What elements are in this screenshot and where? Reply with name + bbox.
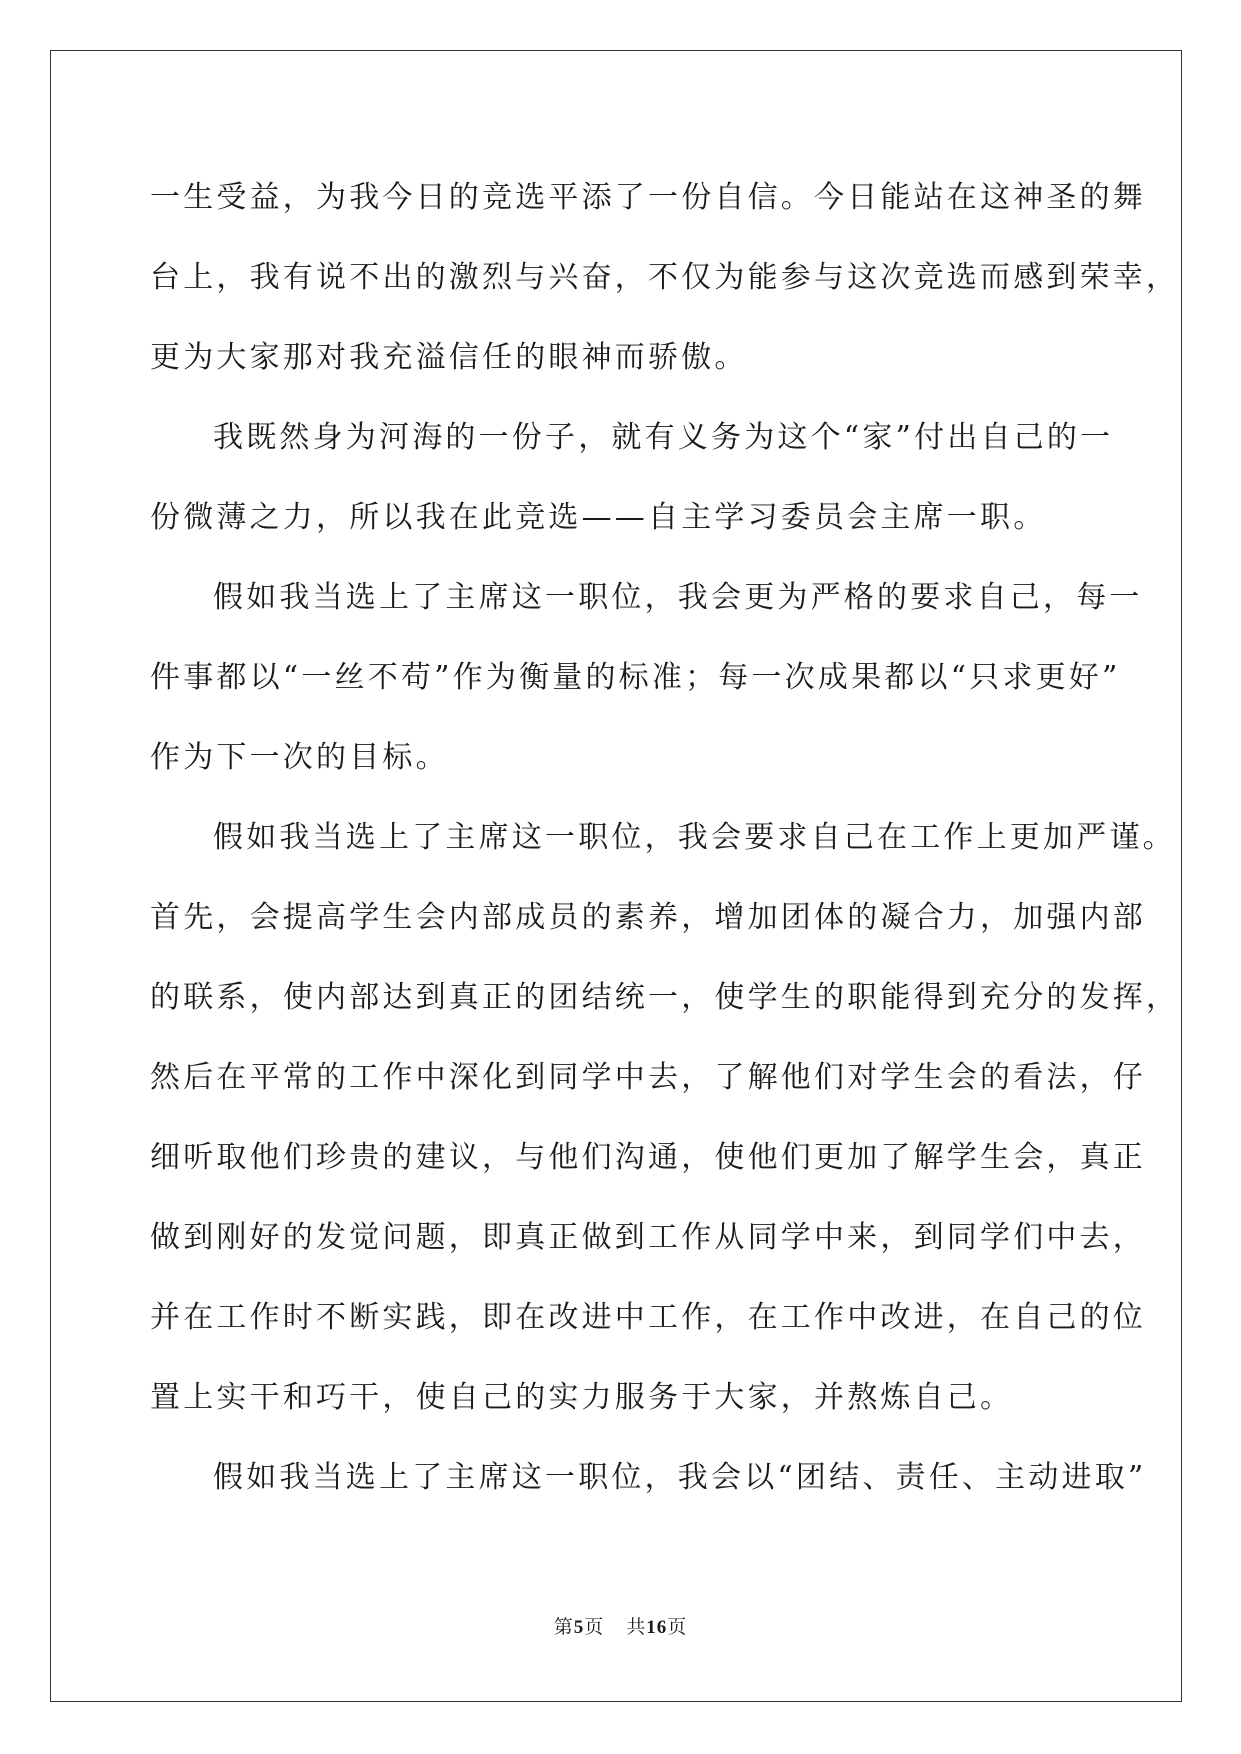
text-line: 更为大家那对我充溢信任的眼神而骄傲。 xyxy=(150,340,748,375)
paragraph-start-line: 假如我当选上了主席这一职位，我会要求自己在工作上更加严谨。 xyxy=(213,820,1176,855)
text-line: 一生受益，为我今日的竞选平添了一份自信。今日能站在这神圣的舞 xyxy=(150,180,1146,215)
total-pages: 16 xyxy=(646,1617,668,1638)
text-line: 做到刚好的发觉问题，即真正做到工作从同学中来，到同学们中去， xyxy=(150,1220,1146,1255)
paragraph-start-line: 假如我当选上了主席这一职位，我会更为严格的要求自己，每一 xyxy=(213,580,1143,615)
text-line: 首先，会提高学生会内部成员的素养，增加团体的凝合力，加强内部 xyxy=(150,900,1146,935)
text-line: 件事都以“一丝不苟”作为衡量的标准；每一次成果都以“只求更好” xyxy=(150,660,1121,695)
text-line: 作为下一次的目标。 xyxy=(150,740,449,775)
text-line: 台上，我有说不出的激烈与兴奋，不仅为能参与这次竞选而感到荣幸， xyxy=(150,260,1180,295)
paragraph-start-line: 我既然身为河海的一份子，就有义务为这个“家”付出自己的一 xyxy=(213,420,1114,455)
document-body xyxy=(150,158,1180,1518)
total-prefix: 共 xyxy=(626,1616,647,1638)
text-line: 细听取他们珍贵的建议，与他们沟通，使他们更加了解学生会，真正 xyxy=(150,1140,1146,1175)
text-line: 的联系，使内部达到真正的团结统一，使学生的职能得到充分的发挥， xyxy=(150,980,1180,1015)
page-number: 5 xyxy=(573,1617,585,1638)
text-line: 置上实干和巧干，使自己的实力服务于大家，并熬炼自己。 xyxy=(150,1380,1014,1415)
text-line: 并在工作时不断实践，即在改进中工作，在工作中改进，在自己的位 xyxy=(150,1300,1146,1335)
page-footer xyxy=(0,1612,1241,1639)
paragraph-start-line: 假如我当选上了主席这一职位，我会以“团结、责任、主动进取” xyxy=(213,1460,1147,1495)
text-line: 份微薄之力，所以我在此竞选——自主学习委员会主席一职。 xyxy=(150,500,1047,535)
page-suffix: 页 xyxy=(584,1616,605,1638)
text-line: 然后在平常的工作中深化到同学中去，了解他们对学生会的看法，仔 xyxy=(150,1060,1146,1095)
page-prefix: 第 xyxy=(553,1616,574,1638)
total-suffix: 页 xyxy=(667,1616,688,1638)
